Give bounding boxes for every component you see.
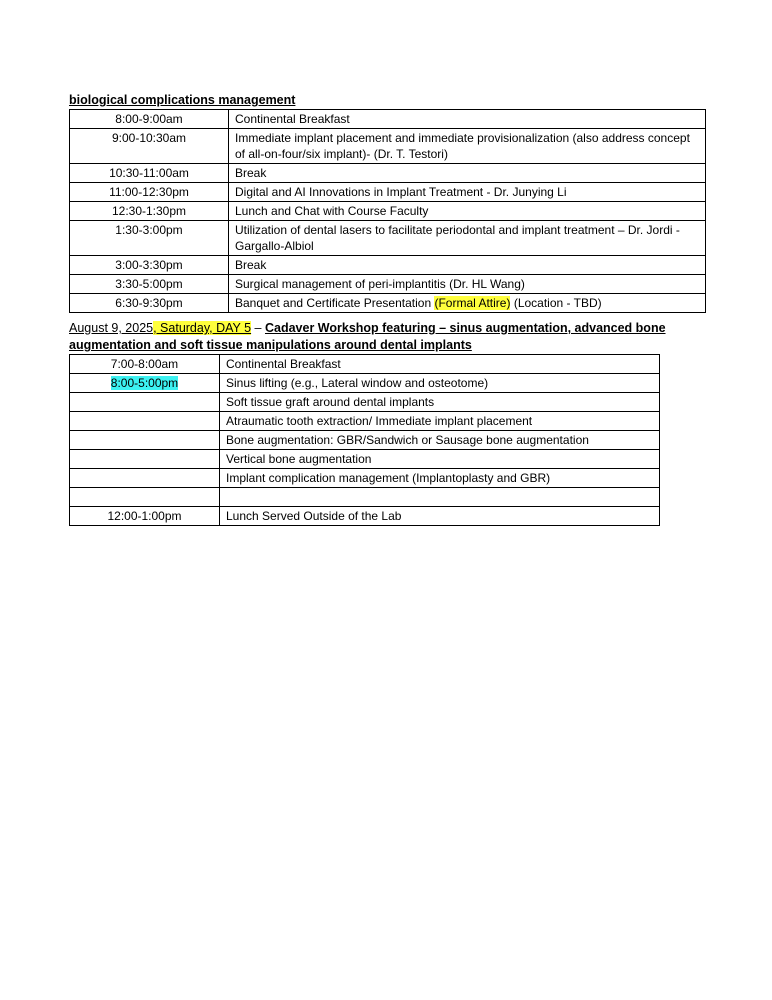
activity-text: Banquet and Certificate Presentation	[235, 296, 435, 310]
time-cell: 1:30-3:00pm	[70, 221, 229, 256]
time-cell: 12:00-1:00pm	[70, 507, 220, 526]
section-heading: biological complications management	[69, 93, 296, 107]
activity-text: (Location - TBD)	[510, 296, 602, 310]
table-row	[70, 183, 706, 202]
activity-cell: Break	[229, 164, 706, 183]
table-row	[70, 110, 706, 129]
time-cell	[70, 450, 220, 469]
activity-cell: Lunch and Chat with Course Faculty	[229, 202, 706, 221]
activity-cell: Lunch Served Outside of the Lab	[220, 507, 660, 526]
table-row	[70, 431, 660, 450]
table-row	[70, 507, 660, 526]
time-cell: 10:30-11:00am	[70, 164, 229, 183]
table-row	[70, 202, 706, 221]
activity-cell: Immediate implant placement and immediate provisionalization (also address concept of all-on-four/six implant)- (Dr. T. Testori)	[229, 129, 706, 164]
time-highlight: 8:00-5:00pm	[110, 376, 179, 390]
activity-cell: Implant complication management (Implantoplasty and GBR)	[220, 469, 660, 488]
activity-cell: Utilization of dental lasers to facilitate periodontal and implant treatment – Dr. Jordi - Gargallo-Albiol	[229, 221, 706, 256]
formal-attire-highlight: (Formal Attire)	[434, 296, 511, 310]
activity-cell	[220, 488, 660, 507]
time-cell	[70, 412, 220, 431]
activity-cell: Break	[229, 256, 706, 275]
table-row	[70, 469, 660, 488]
day5-day-highlight: , Saturday, DAY 5	[153, 321, 252, 335]
table-row	[70, 164, 706, 183]
table-row	[70, 393, 660, 412]
day5-heading	[69, 320, 689, 354]
activity-cell: Atraumatic tooth extraction/ Immediate implant placement	[220, 412, 660, 431]
activity-cell: Digital and AI Innovations in Implant Treatment - Dr. Junying Li	[229, 183, 706, 202]
time-cell: 6:30-9:30pm	[70, 294, 229, 313]
time-cell: 12:30-1:30pm	[70, 202, 229, 221]
time-cell: 9:00-10:30am	[70, 129, 229, 164]
activity-cell: Bone augmentation: GBR/Sandwich or Sausage bone augmentation	[220, 431, 660, 450]
table-row	[70, 275, 706, 294]
day5-dash: –	[251, 321, 265, 335]
table-row	[70, 355, 660, 374]
time-cell	[70, 431, 220, 450]
time-cell	[70, 393, 220, 412]
table-row	[70, 412, 660, 431]
table-row	[70, 488, 660, 507]
activity-cell: Soft tissue graft around dental implants	[220, 393, 660, 412]
time-cell	[70, 374, 220, 393]
table-row	[70, 294, 706, 313]
activity-cell: Continental Breakfast	[220, 355, 660, 374]
activity-cell: Continental Breakfast	[229, 110, 706, 129]
time-cell: 7:00-8:00am	[70, 355, 220, 374]
schedule-table-day5	[69, 354, 660, 526]
day5-date: August 9, 2025	[69, 321, 154, 335]
table-row	[70, 256, 706, 275]
time-cell: 11:00-12:30pm	[70, 183, 229, 202]
table-row	[70, 129, 706, 164]
table-row	[70, 374, 660, 393]
activity-cell: Surgical management of peri-implantitis (Dr. HL Wang)	[229, 275, 706, 294]
activity-cell: Vertical bone augmentation	[220, 450, 660, 469]
time-cell: 3:00-3:30pm	[70, 256, 229, 275]
time-cell: 8:00-9:00am	[70, 110, 229, 129]
time-cell	[70, 469, 220, 488]
activity-cell	[229, 294, 706, 313]
schedule-table-day4	[69, 109, 706, 313]
table-row	[70, 450, 660, 469]
activity-cell: Sinus lifting (e.g., Lateral window and osteotome)	[220, 374, 660, 393]
time-cell	[70, 488, 220, 507]
table-row	[70, 221, 706, 256]
day5-title: Cadaver Workshop featuring – sinus augmentation, advanced bone augmentation and soft tissue manipulations around dental implants	[69, 321, 666, 352]
time-cell: 3:30-5:00pm	[70, 275, 229, 294]
